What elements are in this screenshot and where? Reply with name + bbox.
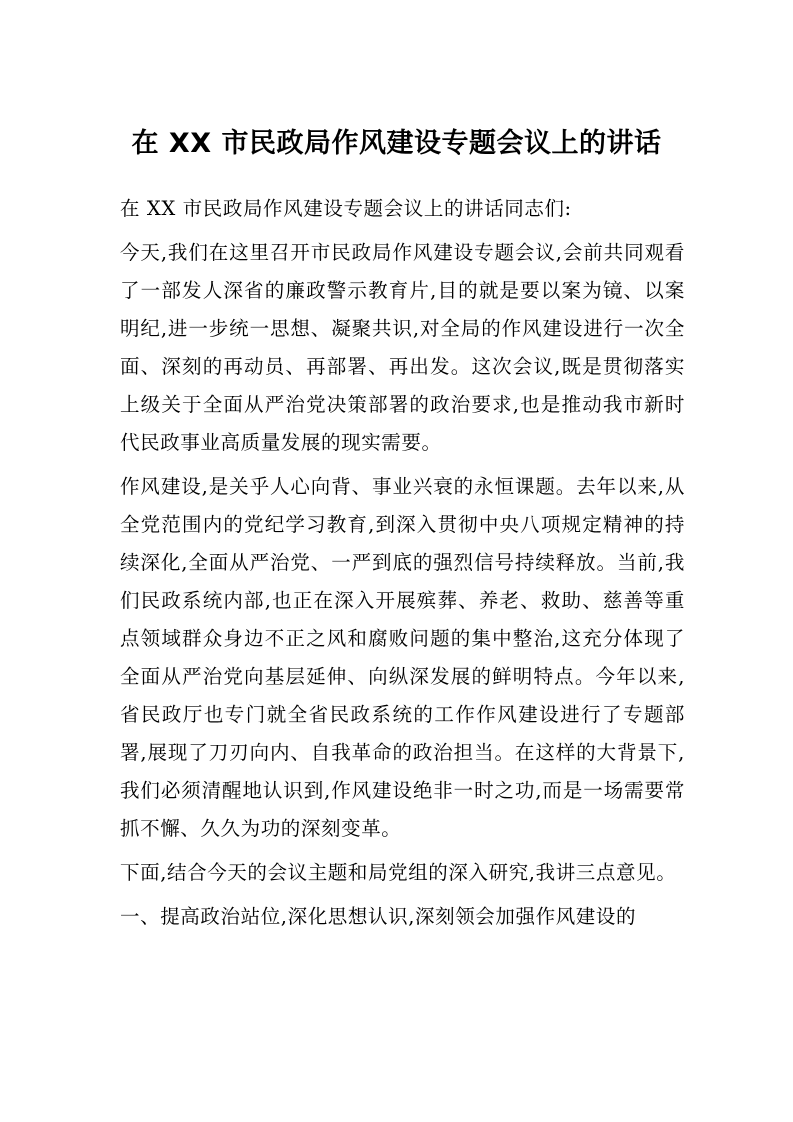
section-heading-one: 一、提高政治站位,深化思想认识,深刻领会加强作风建设的 (120, 905, 637, 928)
document-title: 在 XX 市民政局作风建设专题会议上的讲话 (131, 128, 662, 159)
paragraph-opening: 今天,我们在这里召开市民政局作风建设专题会议,会前共同观看了一部发人深省的廉政警示教育片,目的就是要以案为镜、以案明纪,进一步统一思想、凝聚共识,对全局的作风建设进行一次全面、深刻的再动员、再部署、再出发。这次会议,既是贯彻落实上级关于全面从严治党决策部署的政治要求,也是推动我市新时代民政事业高质量发展的现实需要。 (120, 241, 685, 454)
paragraph-transition: 下面,结合今天的会议主题和局党组的深入研究,我讲三点意见。 (120, 861, 677, 884)
document-body (120, 190, 685, 942)
paragraph-background: 作风建设,是关乎人心向背、事业兴衰的永恒课题。去年以来,从全党范围内的党纪学习教育,到深入贯彻中央八项规定精神的持续深化,全面从严治党、一严到底的强烈信号持续释放。当前,我们民政系统内部,也正在深入开展殡葬、养老、救助、慈善等重点领域群众身边不正之风和腐败问题的集中整治,这充分体现了全面从严治党向基层延伸、向纵深发展的鲜明特点。今年以来,省民政厅也专门就全省民政系统的工作作风建设进行了专题部署,展现了刀刃向内、自我革命的政治担当。在这样的大背景下,我们必须清醒地认识到,作风建设绝非一时之功,而是一场需要常抓不懈、久久为功的深刻变革。 (120, 475, 685, 840)
paragraph-salutation: 在 XX 市民政局作风建设专题会议上的讲话同志们: (120, 197, 572, 220)
